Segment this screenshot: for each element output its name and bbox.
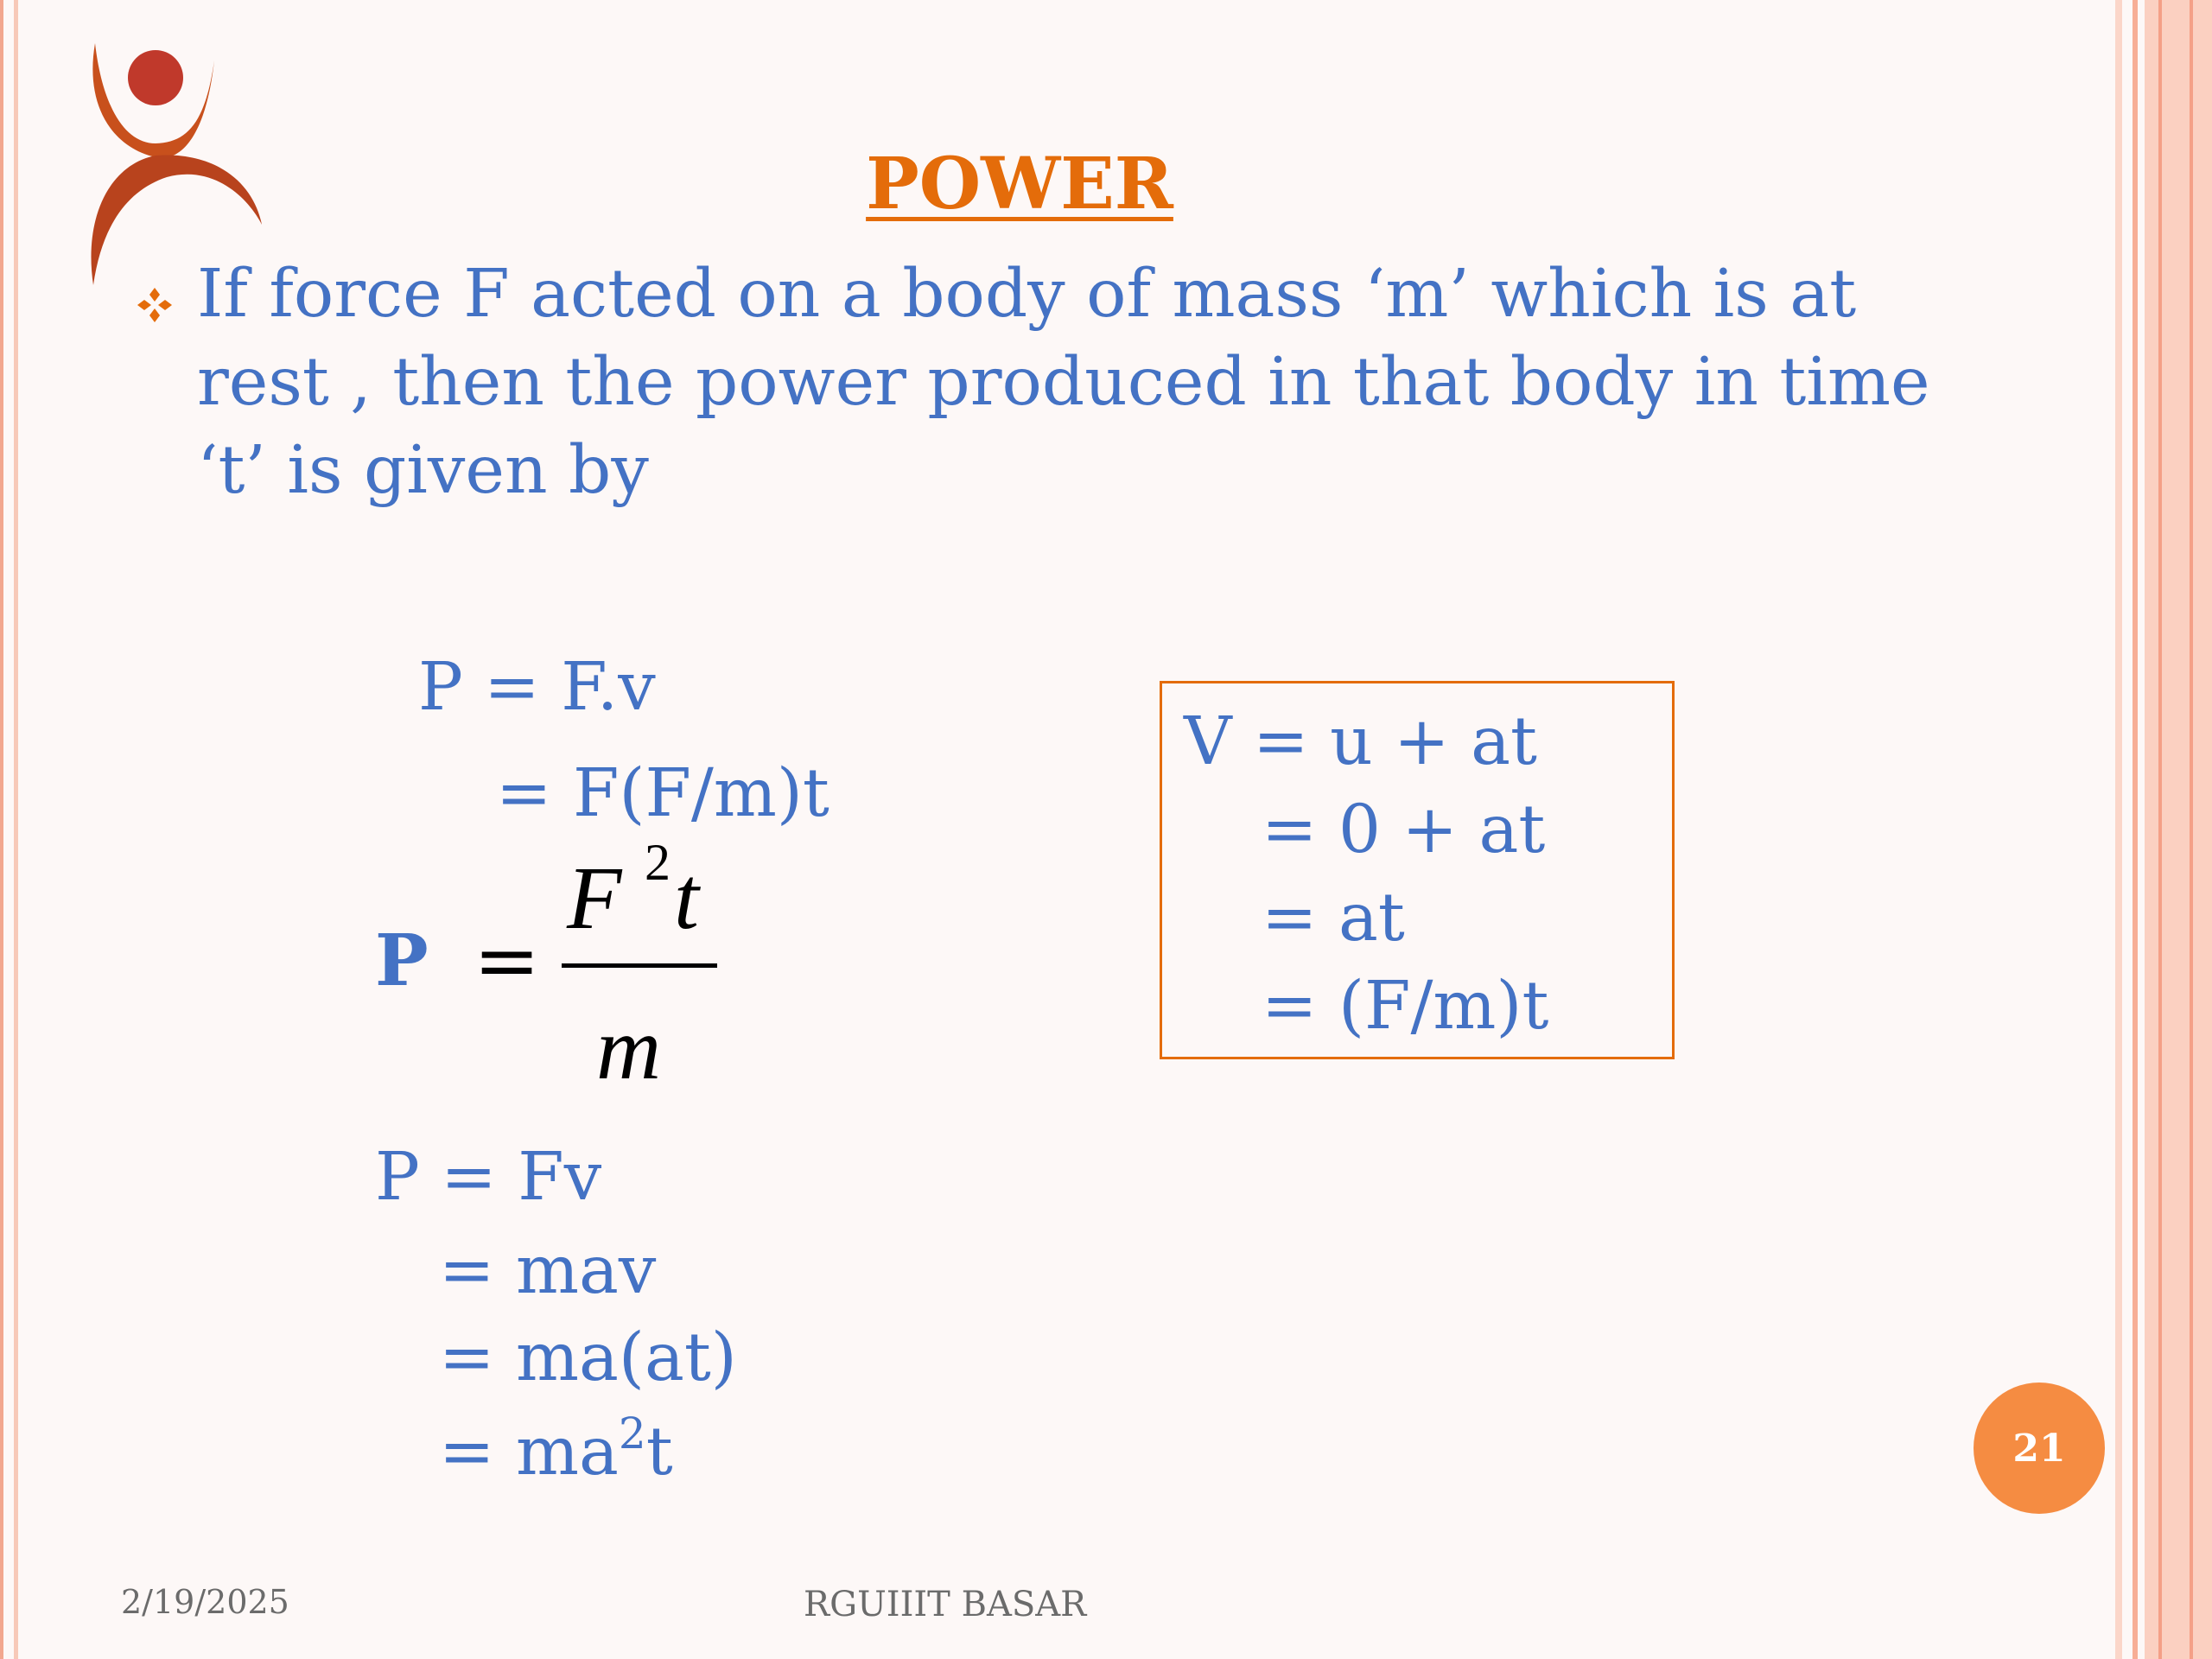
equation-ma2t-tail: t — [645, 1414, 673, 1491]
box-equation-0-at: = 0 + at — [1262, 791, 1546, 868]
page-number-badge: 21 — [1974, 1382, 2105, 1514]
fraction-bar — [562, 963, 717, 968]
diamond-bullet-icon — [135, 285, 175, 325]
right-border-stripe — [2158, 0, 2162, 1659]
equation-f-fm-t: = F(F/m)t — [496, 755, 830, 832]
equation-p-fv: P = F.v — [418, 649, 656, 726]
equation-mav: = mav — [439, 1232, 657, 1309]
fraction-lhs: P — [375, 919, 429, 1002]
equation-ma-at: = ma(at) — [439, 1319, 737, 1396]
box-equation-fm-t: = (F/m)t — [1262, 968, 1549, 1045]
equation-ma2t-exponent: 2 — [618, 1408, 646, 1459]
box-equation-v-u-at: V = u + at — [1184, 703, 1537, 780]
footer-institution: RGUIIIT BASAR — [804, 1585, 1087, 1624]
equation-p-fv-2: P = Fv — [375, 1139, 602, 1216]
fraction-equals: = — [474, 914, 541, 1007]
slide-left-border — [0, 0, 3, 1659]
right-border-stripe — [2190, 0, 2193, 1659]
fraction-numerator-base: F — [567, 849, 622, 948]
slide-right-border — [2115, 0, 2212, 1659]
slide-title: POWER — [866, 143, 1173, 226]
fraction-numerator-t: t — [674, 849, 699, 948]
equation-ma2t-base: = ma — [439, 1414, 619, 1491]
equation-ma2t — [439, 1408, 673, 1491]
slide-left-border-inner — [14, 0, 18, 1659]
footer-date: 2/19/2025 — [121, 1583, 289, 1621]
bullet-paragraph: If force F acted on a body of mass ‘m’ which is at rest , then the power produced in that body in time ‘t’ is given by — [197, 256, 1930, 509]
fraction-denominator: m — [596, 999, 662, 1098]
box-equation-at: = at — [1262, 880, 1405, 957]
fraction-numerator-exponent: 2 — [645, 834, 671, 891]
